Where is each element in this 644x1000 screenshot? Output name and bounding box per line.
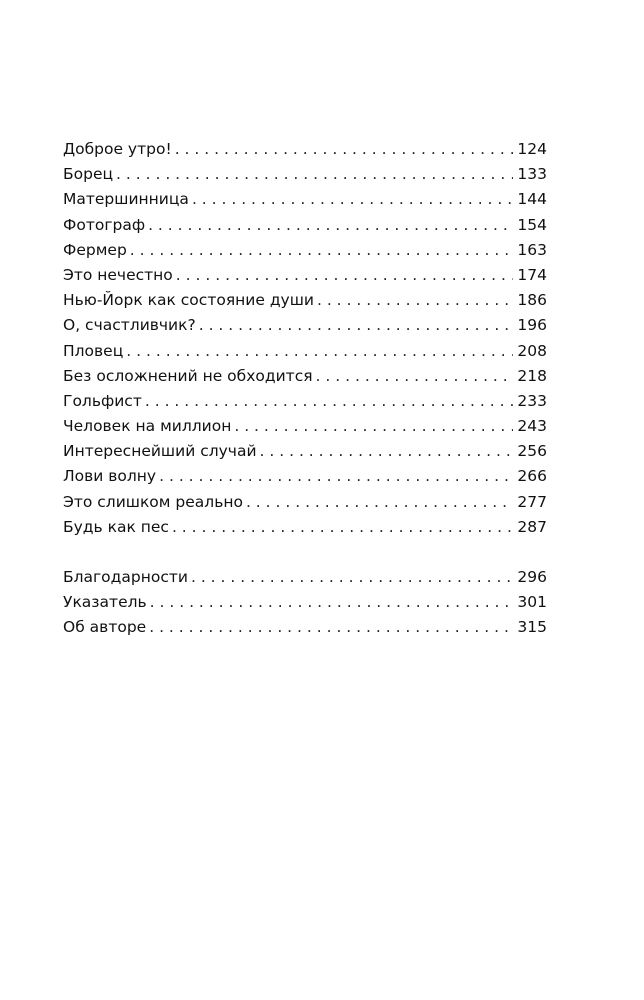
toc-entry: [63, 187, 547, 212]
toc-entry-page: 196: [517, 316, 547, 335]
toc-entry: [63, 313, 547, 338]
toc-entry-page: 218: [517, 366, 547, 385]
dot-leader: [176, 263, 514, 288]
dot-leader: [150, 590, 514, 615]
dot-leader: [145, 389, 514, 414]
toc-entry-title: Это слишком реально: [63, 492, 243, 511]
toc-entry-page: 144: [517, 190, 547, 209]
dot-leader: [199, 313, 514, 338]
toc-entry: [63, 439, 547, 464]
toc-entry: [63, 339, 547, 364]
toc-entry-title: Об авторе: [63, 618, 147, 637]
toc-entry-page: 208: [517, 341, 547, 360]
dot-leader: [260, 439, 514, 464]
toc-entry: [63, 238, 547, 263]
dot-leader: [126, 339, 513, 364]
toc-entry: [63, 464, 547, 489]
dot-leader: [316, 364, 514, 389]
toc-entry-page: 266: [517, 467, 547, 486]
table-of-contents: [63, 137, 547, 641]
toc-entry-page: 315: [517, 618, 547, 637]
toc-entry-title: Фермер: [63, 240, 127, 259]
toc-entry: [63, 565, 547, 590]
toc-entry-title: Гольфист: [63, 391, 142, 410]
toc-entry-title: О, счастливчик?: [63, 316, 196, 335]
toc-entry-page: 301: [517, 593, 547, 612]
toc-entry-page: 154: [517, 215, 547, 234]
toc-entry-title: Доброе утро!: [63, 140, 172, 158]
dot-leader: [130, 238, 514, 263]
dot-leader: [172, 515, 513, 540]
toc-entry-title: Будь как пес: [63, 517, 169, 536]
dot-leader: [159, 464, 513, 489]
toc-entry-page: 163: [517, 240, 547, 259]
dot-leader: [234, 414, 513, 439]
toc-entry: [63, 615, 547, 640]
toc-entry-page: 124: [517, 140, 547, 158]
toc-entry-title: Без осложнений не обходится: [63, 366, 313, 385]
toc-entry: [63, 364, 547, 389]
toc-entry-title: Борец: [63, 165, 114, 184]
toc-entry-title: Благодарности: [63, 568, 188, 586]
dot-leader: [149, 615, 513, 640]
toc-entry: [63, 263, 547, 288]
toc-entry: [63, 515, 547, 540]
dot-leader: [317, 288, 513, 313]
toc-entry-title: Интереснейший случай: [63, 442, 257, 461]
toc-back-matter: [63, 565, 547, 641]
toc-entry-title: Лови волну: [63, 467, 157, 486]
dot-leader: [116, 162, 513, 187]
toc-entry: [63, 414, 547, 439]
dot-leader: [148, 213, 513, 238]
toc-entry-page: 243: [517, 417, 547, 436]
toc-entry: [63, 162, 547, 187]
toc-entry: [63, 288, 547, 313]
toc-entry: [63, 490, 547, 515]
toc-entry-page: 174: [517, 265, 547, 284]
toc-entry-page: 277: [517, 492, 547, 511]
dot-leader: [192, 187, 513, 212]
toc-entry: [63, 213, 547, 238]
dot-leader: [175, 137, 514, 162]
toc-entry-title: Фотограф: [63, 215, 146, 234]
toc-entry-page: 133: [517, 165, 547, 184]
toc-entry-title: Пловец: [63, 341, 124, 360]
toc-entry-title: Нью-Йорк как состояние души: [63, 291, 314, 310]
toc-chapters: [63, 137, 547, 540]
toc-entry-page: 186: [517, 291, 547, 310]
dot-leader: [246, 490, 513, 515]
toc-entry-page: 296: [517, 568, 547, 586]
toc-entry-page: 233: [517, 391, 547, 410]
toc-entry-title: Матершинница: [63, 190, 189, 209]
toc-entry-title: Человек на миллион: [63, 417, 232, 436]
toc-entry-page: 256: [517, 442, 547, 461]
toc-entry-title: Это нечестно: [63, 265, 173, 284]
toc-entry-title: Указатель: [63, 593, 147, 612]
toc-entry: [63, 389, 547, 414]
toc-entry: [63, 137, 547, 162]
toc-entry: [63, 590, 547, 615]
dot-leader: [191, 565, 513, 590]
toc-entry-page: 287: [517, 517, 547, 536]
